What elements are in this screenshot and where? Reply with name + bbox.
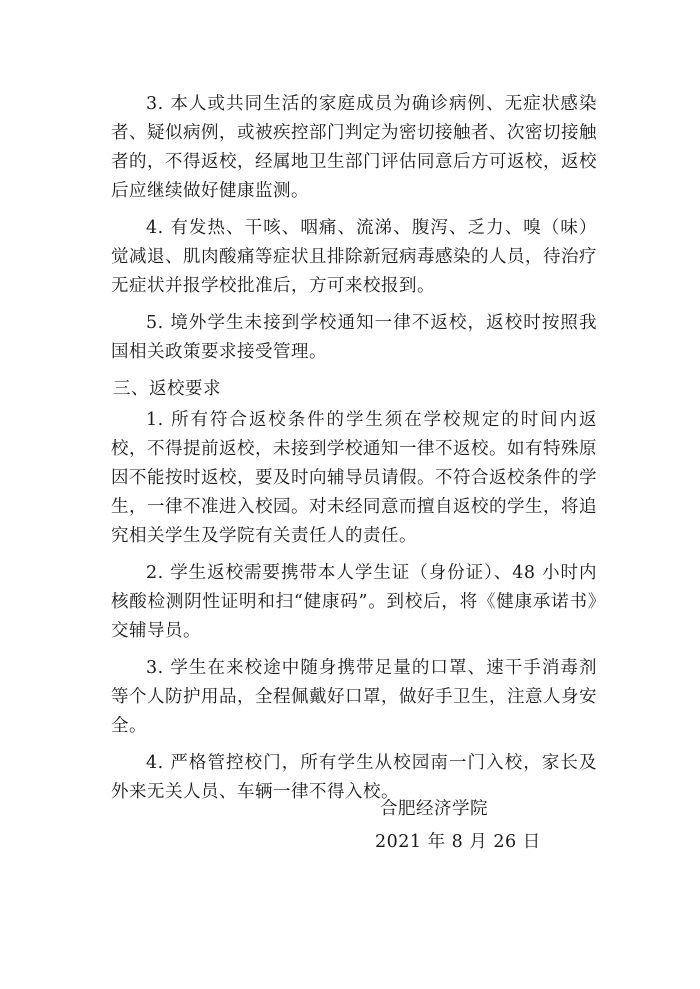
paragraph-gate-control-rule: 4. 严格管控校门，所有学生从校园南一门入校，家长及外来无关人员、车辆一律不得入校。 [111, 753, 597, 802]
document-body [111, 90, 597, 815]
paragraph-symptom-rule: 4. 有发热、干咳、咽痛、流涕、腹泻、乏力、嗅（味）觉减退、肌肉酸痛等症状且排除新冠病毒感染的人员，待治疗无症状并报学校批准后，方可来校报到。 [111, 218, 597, 296]
paragraph-overseas-student-rule: 5. 境外学生未接到学校通知一律不返校，返校时按照我国相关政策要求接受管理。 [111, 313, 597, 362]
paragraph-protection-rule: 3. 学生在来校途中随身携带足量的口罩、速干手消毒剂等个人防护用品，全程佩戴好口罩，做好手卫生，注意人身安全。 [111, 658, 597, 736]
section-heading-return-requirements: 三、返校要求 [113, 379, 221, 399]
paragraph-close-contact-rule: 3. 本人或共同生活的家庭成员为确诊病例、无症状感染者、疑似病例，或被疾控部门判定为密切接触者、次密切接触者的，不得返校，经属地卫生部门评估同意后方可返校，返校后应继续做好健康监测。 [111, 94, 597, 201]
paragraph-documents-rule: 2. 学生返校需要携带本人学生证（身份证）、48 小时内核酸检测阴性证明和扫“健康码”。到校后，将《健康承诺书》交辅导员。 [111, 563, 597, 641]
signature-date: 2021 年 8 月 26 日 [375, 832, 541, 852]
signature-organization: 合肥经济学院 [380, 799, 488, 819]
paragraph-return-time-rule: 1. 所有符合返校条件的学生须在学校规定的时间内返校，不得提前返校，未接到学校通知一律不返校。如有特殊原因不能按时返校，要及时向辅导员请假。不符合返校条件的学生，一律不准进入校园。对未经同意而擅自返校的学生，将追究相关学生及学院有关责任人的责任。 [111, 410, 597, 546]
